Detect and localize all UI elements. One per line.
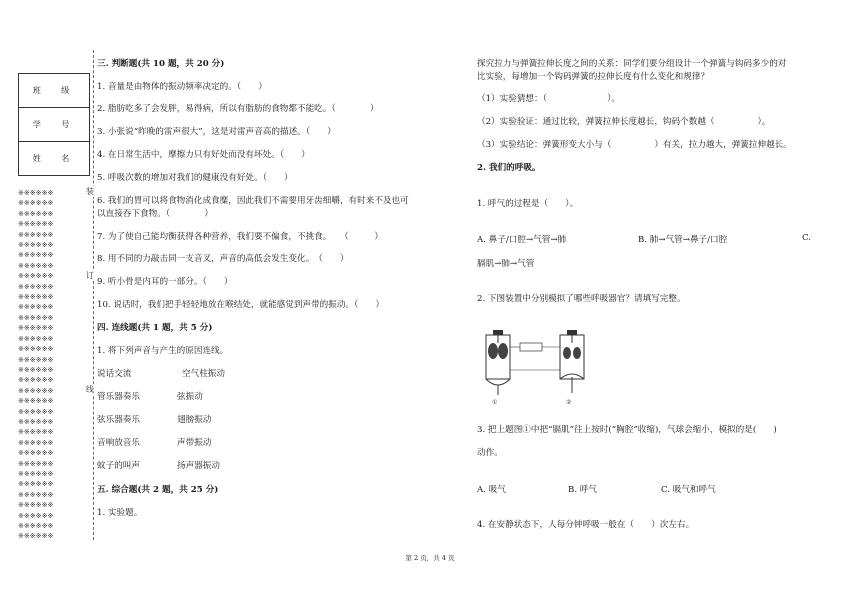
section3-title: 三. 判断题(共 10 题，共 20 分) [97, 59, 225, 69]
judge-item-8: 8. 用不同的力敲击同一支音叉，声音的高低会发生变化。 （ ） [97, 254, 349, 264]
diagram-label-1: ① [492, 399, 498, 406]
lung-model-diagram [480, 327, 595, 407]
match-right-5: 扬声器振动 [177, 461, 220, 471]
breathing-q1-option-a: A. 鼻子/口腔→气管→肺 [477, 235, 567, 245]
breathing-q1-option-c-text: 膈肌→肺→气管 [477, 259, 535, 269]
match-right-4: 声带振动 [177, 438, 212, 448]
breathing-title: 2. 我们的呼吸。 [477, 163, 541, 173]
judge-item-6-cont: 以直接吞下食物。（ ） [97, 209, 214, 219]
match-left-4: 音响放音乐 [97, 438, 140, 448]
judge-item-4: 4. 在日常生活中，摩擦力只有好处而没有坏处。（ ） [97, 150, 310, 160]
right-balloon [563, 347, 571, 359]
breathing-q4: 4. 在安静状态下，人每分钟呼吸一般在（ ）次左右。 [477, 520, 695, 530]
judge-item-1: 1. 音量是由物体的振动频率决定的。（ ） [97, 82, 267, 92]
binding-char-3: 线 [86, 385, 94, 394]
section5-title: 五. 综合题(共 2 题，共 25 分) [97, 485, 219, 495]
left-balloon [488, 343, 498, 359]
left-membrane [486, 379, 510, 385]
name-label: 姓 名 [19, 142, 90, 176]
judge-item-6: 6. 我们的胃可以将食物消化成食糜，因此我们不需要用牙齿细嚼，有时来不及也可 [97, 196, 409, 206]
breathing-q2: 2. 下图装置中分别模拟了哪些呼吸器官？请填写完整。 [477, 294, 686, 304]
judge-item-2: 2. 脂肪吃多了会发胖，易得病，所以有脂肪的食物都不能吃。（ ） [97, 104, 379, 114]
match-left-5: 蚊子的叫声 [97, 461, 140, 471]
spring-para-line2: 比实验，每增加一个钩码弹簧的拉伸长度有什么变化和规律？ [477, 72, 710, 82]
class-label: 班 级 [19, 74, 90, 108]
breathing-q3-line1: 3. 把上题图①中把“膈肌”往上按时(“胸腔”收缩)，气球会缩小，模拟的是( ) [477, 425, 777, 435]
section4-title: 四. 连线题(共 1 题，共 5 分) [97, 323, 213, 333]
judge-item-3: 3. 小张说“昨晚的雷声很大”，这是对雷声音高的描述。（ ） [97, 127, 336, 137]
match-left-1: 说话交流 [97, 369, 132, 379]
section5-intro: 1. 实验题。 [97, 508, 143, 518]
judge-item-9: 9. 听小骨是内耳的一部分。（ ） [97, 277, 233, 287]
match-right-1: 空气柱振动 [182, 369, 225, 379]
judge-item-5: 5. 呼吸次数的增加对我们的健康没有好处。（ ） [97, 173, 293, 183]
breathing-q3-option-b: B. 呼气 [568, 485, 597, 495]
spring-sub-2: （2）实验验证：通过比较，弹簧拉伸长度越长，钩码个数越（ ）。 [477, 117, 771, 127]
match-right-2: 弦振动 [177, 392, 203, 402]
breathing-q1-option-c: C. [802, 233, 812, 243]
binding-pattern: ※※※※※※ ※※※※※※ ※※※※※※ ※※※※※※ ※※※※※※ ※※※※※※ ※※※※※※ ※※※※※※ ※※※※※※ ※※※※※※ ※※※※※※ ※※※※※※ ※※※※※※ ※※※※※※ ※※※※※※ ※※※※※※ ※※※※※※ ※※※※※※ ※※※※※※ ※※※※※※ ※※※※※※ ※※※※※※ ※※※※※※ ※※※※※※ ※※※※※※ ※※※※※※ ※※※※※※ ※※※※※※ ※※※※※※ ※※※※※※ ※※※※※※ ※※※※※※ ※※※※※※ ※※※※※※ [18, 189, 54, 541]
judge-item-7: 7. 为了使自己能均衡获得各种营养，我们要不偏食，不挑食。 （ ） [97, 232, 383, 242]
binding-char-1: 装 [86, 187, 94, 196]
breathing-q1: 1. 呼气的过程是（ ）。 [477, 199, 579, 209]
match-intro: 1. 将下列声音与产生的原因连线。 [97, 346, 229, 356]
page-footer: 第 2 页，共 4 页 [405, 554, 455, 562]
breathing-q3-line2: 动作。 [477, 448, 503, 458]
match-right-3: 翅膀振动 [177, 415, 212, 425]
judge-item-10: 10. 说话时，我们把手轻轻地放在喉结处，就能感觉到声带的振动。（ ） [97, 300, 385, 310]
spring-para-line1: 探究拉力与弹簧拉伸长度之间的关系：同学们要分组设计一个弹簧与钩码多少的对 [477, 59, 787, 69]
spring-sub-1: （1）实验猜想：（ ）。 [477, 94, 620, 104]
match-left-2: 管乐器奏乐 [97, 392, 140, 402]
breathing-q3-option-a: A. 吸气 [477, 485, 506, 495]
student-info-table [18, 73, 90, 176]
breathing-q3-option-c: C. 吸气和呼气 [661, 485, 716, 495]
binding-char-2: 订 [86, 271, 94, 280]
spring-sub-3: （3）实验结论：弹簧形变大小与（ ）有关，拉力越大，弹簧拉伸越长。 [477, 140, 792, 150]
diagram-label-2: ② [566, 399, 572, 406]
binding-dashed-line [93, 50, 94, 540]
id-label: 学 号 [19, 108, 90, 142]
breathing-q1-option-b: B. 肺→气管→鼻子/口腔 [638, 235, 728, 245]
match-left-3: 弦乐器奏乐 [97, 415, 140, 425]
